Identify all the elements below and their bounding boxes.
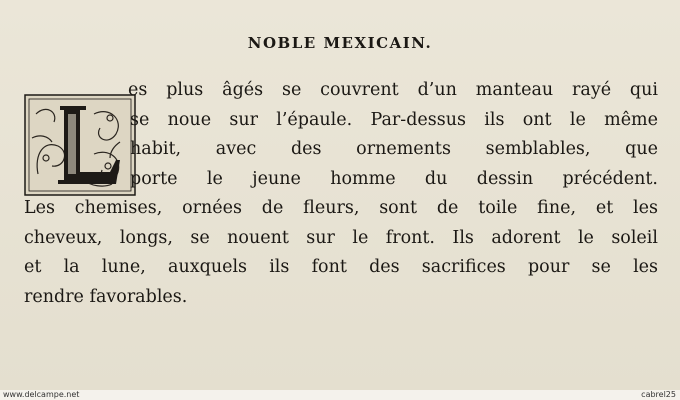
- page-title: NOBLE MEXICAIN.: [247, 34, 433, 52]
- body-text: [24, 76, 658, 312]
- text-line: Les chemises, ornées de fleurs, sont de toile fine, et les: [24, 198, 658, 218]
- watermark-site: www.delcampe.net: [3, 390, 80, 399]
- watermark-seller: cabrel25: [641, 390, 676, 399]
- text-line: es plus âgés se couvrent d’un manteau rayé qui: [128, 80, 658, 100]
- text-line: porte le jeune homme du dessin précédent.: [130, 168, 658, 189]
- text-line: se noue sur l’épaule. Par-dessus ils ont le même: [130, 109, 658, 130]
- watermark-bar: [0, 390, 680, 400]
- text-line: rendre favorables.: [24, 286, 188, 307]
- text-line: habit, avec des ornements semblables, que: [130, 139, 658, 159]
- text-line: et la lune, auxquels ils font des sacrifices pour se les: [24, 257, 658, 277]
- text-line: cheveux, longs, se nouent sur le front. Ils adorent le soleil: [24, 227, 658, 248]
